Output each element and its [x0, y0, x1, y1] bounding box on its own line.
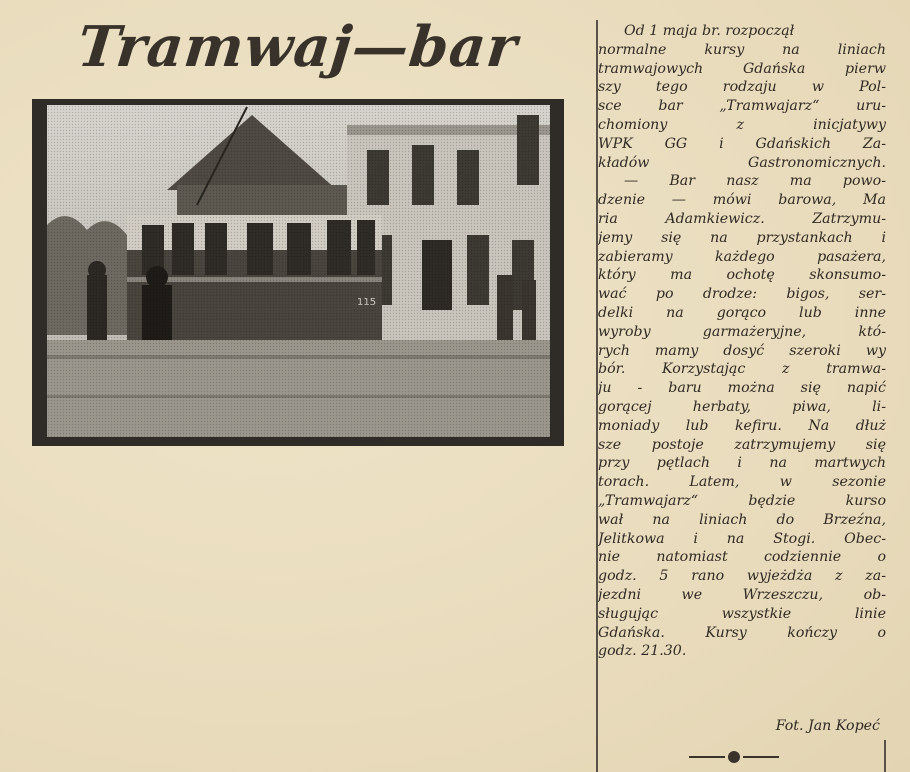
article-line: Jelitkowa i na Stogi. Obec-: [598, 530, 886, 547]
article-line: jemy się na przystankach i: [598, 229, 886, 246]
article-line: tramwajowych Gdańska pierw: [598, 60, 886, 77]
article-line: delki na gorąco lub inne: [598, 304, 886, 321]
headline: Tramwaj—bar: [74, 14, 521, 80]
article-line: jezdni we Wrzeszczu, ob-: [598, 586, 886, 603]
tram-photo: [47, 105, 550, 437]
article-line: który ma ochotę skonsumo-: [598, 267, 886, 284]
article-line: WPK GG i Gdańskich Za-: [598, 135, 886, 152]
ornament-bar-left: [689, 756, 725, 758]
article-line: wał na liniach do Brzeźna,: [598, 511, 886, 528]
column-rule-right: [884, 740, 886, 772]
article-line: torach. Latem, w sezonie: [598, 474, 886, 491]
article-line: rych mamy dosyć szeroki wy: [598, 342, 886, 359]
article-line: ju - baru można się napić: [598, 380, 886, 397]
article-line: wyroby garmażeryjne, któ-: [598, 323, 886, 340]
article-line: Gdańska. Kursy kończy o: [598, 624, 886, 641]
article-line: zabieramy każdego pasażera,: [598, 248, 886, 265]
article-line: „Tramwajarz“ będzie kurso: [598, 492, 886, 509]
article-line: przy pętlach i na martwych: [598, 455, 886, 472]
tram-photo-image: [47, 105, 550, 437]
article-line: chomiony z inicjatywy: [598, 116, 886, 133]
end-ornament: [689, 750, 779, 764]
article-line: Od 1 maja br. rozpoczął: [624, 23, 795, 39]
article-line: — Bar nasz ma powo-: [624, 173, 886, 190]
ornament-bar-right: [743, 756, 779, 758]
article-line: nie natomiast codziennie o: [598, 549, 886, 566]
article-line: kładów Gastronomicznych.: [598, 154, 886, 171]
article-body: [598, 22, 886, 661]
article-line: godz. 21.30.: [598, 643, 687, 660]
article-line: szy tego rodzaju w Pol-: [598, 79, 886, 96]
article-line: sce bar „Tramwajarz“ uru-: [598, 98, 886, 115]
article-line: gorącej herbaty, piwa, li-: [598, 398, 886, 415]
article-line: wać po drodze: bigos, ser-: [598, 286, 886, 303]
photo-credit: Fot. Jan Kopeć: [775, 718, 880, 734]
article-line: godz. 5 rano wyjeżdża z za-: [598, 568, 886, 585]
article-line: normalne kursy na liniach: [598, 41, 886, 58]
photo-frame: [32, 99, 564, 446]
ornament-dot: [728, 751, 740, 763]
article-line: sługując wszystkie linie: [598, 605, 886, 622]
article-line: sze postoje zatrzymujemy się: [598, 436, 886, 453]
article-line: dzenie — mówi barowa, Ma: [598, 192, 886, 209]
article-line: bór. Korzystając z tramwa-: [598, 361, 886, 378]
article-line: moniady lub kefiru. Na dłuż: [598, 417, 886, 434]
article-line: ria Adamkiewicz. Zatrzymu-: [598, 210, 886, 227]
